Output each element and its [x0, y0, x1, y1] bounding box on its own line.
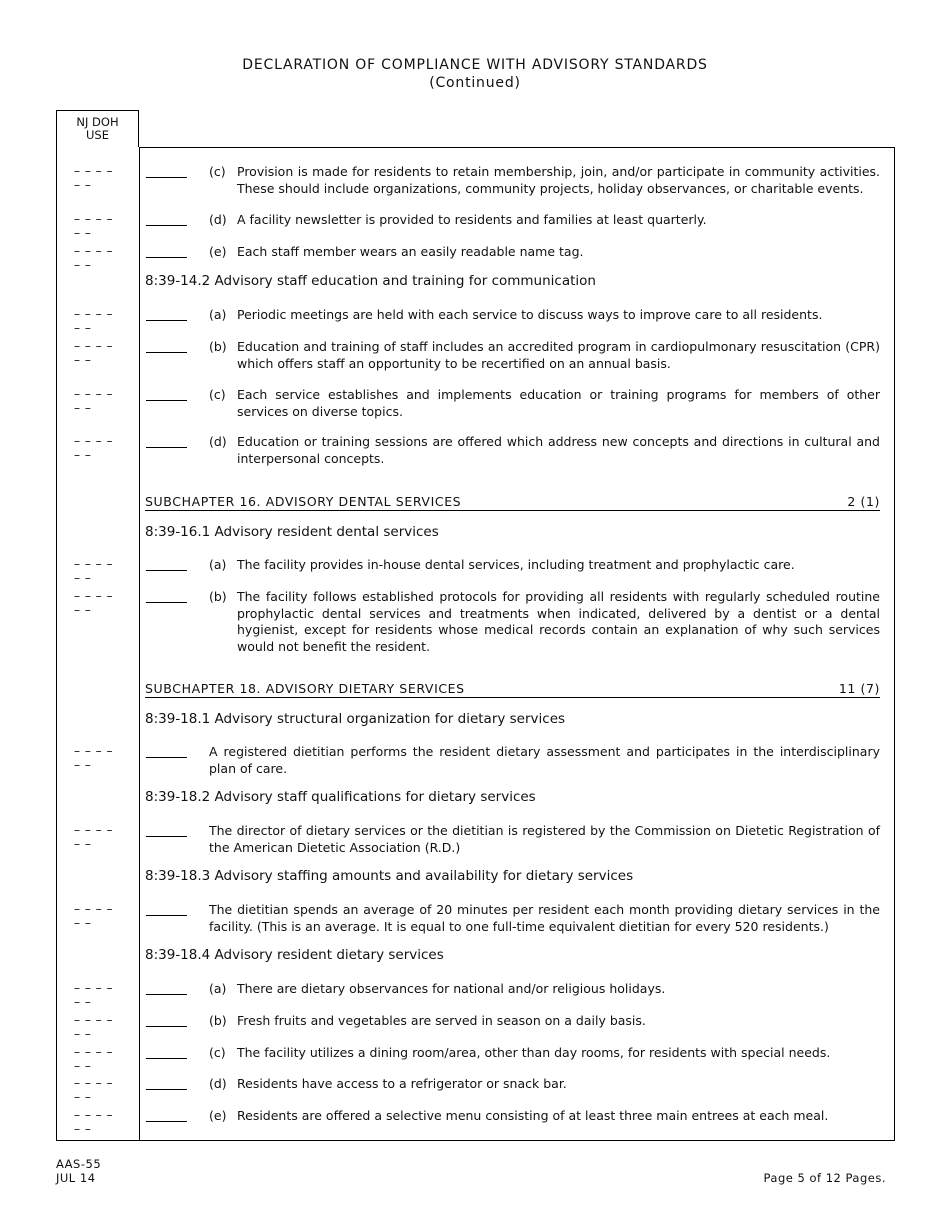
njdoh-dash-field: – – – – – –: [74, 1108, 113, 1136]
njdoh-dash-field: – – – – – –: [74, 434, 113, 462]
njdoh-dash-field: – – – – – –: [74, 212, 113, 240]
response-blank[interactable]: [146, 1045, 187, 1059]
response-blank[interactable]: [146, 212, 187, 226]
item-text: The dietitian spends an average of 20 minutes per resident each month providing dietary services in the facility. (This is an average. It is equal to one full-time equivalent dietitian for every 520 residents.): [209, 902, 880, 934]
response-blank[interactable]: [146, 981, 187, 995]
item-letter: (d): [209, 1076, 227, 1091]
subchapter-title: SUBCHAPTER 18. ADVISORY DIETARY SERVICES: [145, 681, 465, 696]
item-text: Provision is made for residents to retain membership, join, and/or participate in community activities. These should include organizations, community projects, holiday observances, or charitable events.: [237, 164, 880, 196]
document-title: [0, 56, 950, 92]
njdoh-label: NJ DOH: [76, 115, 119, 129]
section-heading: 8:39-16.1 Advisory resident dental services: [145, 524, 439, 540]
response-blank[interactable]: [146, 387, 187, 401]
njdoh-dash-field: – – – – – –: [74, 981, 113, 1009]
page-number: Page 5 of 12 Pages.: [763, 1171, 886, 1185]
njdoh-dash-field: – – – – – –: [74, 744, 113, 772]
subtitle-line: (Continued): [429, 75, 521, 91]
item-text: The director of dietary services or the dietitian is registered by the Commission on Dietetic Registration of the American Dietetic Association (R.D.): [209, 823, 880, 855]
item-letter: (c): [209, 164, 226, 179]
section-heading: 8:39-18.1 Advisory structural organization for dietary services: [145, 711, 566, 727]
use-label: USE: [86, 128, 109, 142]
item-letter: (a): [209, 557, 227, 572]
form-date: JUL 14: [56, 1171, 96, 1185]
njdoh-dash-field: – – – – – –: [74, 307, 113, 335]
section-heading: 8:39-14.2 Advisory staff education and training for communication: [145, 273, 596, 289]
item-text: Each staff member wears an easily readable name tag.: [237, 244, 584, 259]
njdoh-dash-field: – – – – – –: [74, 557, 113, 585]
njdoh-use-header: [56, 110, 139, 147]
njdoh-dash-field: – – – – – –: [74, 164, 113, 192]
response-blank[interactable]: [146, 434, 187, 448]
item-letter: (b): [209, 1013, 227, 1028]
section-heading: 8:39-18.2 Advisory staff qualifications for dietary services: [145, 789, 536, 805]
item-text: The facility utilizes a dining room/area, other than day rooms, for residents with special needs.: [237, 1045, 831, 1060]
subchapter-heading: [145, 494, 880, 511]
item-letter: (e): [209, 1108, 227, 1123]
subchapter-points: 11 (7): [838, 681, 880, 696]
item-letter: (c): [209, 387, 226, 402]
item-letter: (c): [209, 1045, 226, 1060]
form-id-footer: [56, 1157, 101, 1185]
item-text: A facility newsletter is provided to residents and families at least quarterly.: [237, 212, 707, 227]
njdoh-dash-field: – – – – – –: [74, 902, 113, 930]
njdoh-dash-field: – – – – – –: [74, 823, 113, 851]
njdoh-dash-field: – – – – – –: [74, 589, 113, 617]
item-letter: (a): [209, 307, 227, 322]
item-letter: (b): [209, 589, 227, 604]
response-blank[interactable]: [146, 307, 187, 321]
title-line: DECLARATION OF COMPLIANCE WITH ADVISORY STANDARDS: [242, 57, 708, 73]
section-heading: 8:39-18.4 Advisory resident dietary services: [145, 947, 444, 963]
njdoh-dash-field: – – – – – –: [74, 339, 113, 367]
njdoh-dash-field: – – – – – –: [74, 1076, 113, 1104]
response-blank[interactable]: [146, 589, 187, 603]
item-letter: (d): [209, 212, 227, 227]
item-text: Fresh fruits and vegetables are served in season on a daily basis.: [237, 1013, 646, 1028]
item-text: Periodic meetings are held with each service to discuss ways to improve care to all residents.: [237, 307, 823, 322]
form-id: AAS-55: [56, 1157, 102, 1171]
item-letter: (d): [209, 434, 227, 449]
section-heading: 8:39-18.3 Advisory staffing amounts and availability for dietary services: [145, 868, 634, 884]
item-letter: (b): [209, 339, 227, 354]
response-blank[interactable]: [146, 1108, 187, 1122]
response-blank[interactable]: [146, 1076, 187, 1090]
subchapter-heading: [145, 681, 880, 698]
item-text: Residents are offered a selective menu consisting of at least three main entrees at each meal.: [237, 1108, 829, 1123]
item-letter: (e): [209, 244, 227, 259]
item-text: A registered dietitian performs the resident dietary assessment and participates in the interdisciplinary plan of care.: [209, 744, 880, 776]
response-blank[interactable]: [146, 339, 187, 353]
response-blank[interactable]: [146, 902, 187, 916]
subchapter-points: 2 (1): [847, 494, 880, 509]
item-text: The facility provides in-house dental services, including treatment and prophylactic care.: [237, 557, 795, 572]
response-blank[interactable]: [146, 744, 187, 758]
item-text: The facility follows established protocols for providing all residents with regularly scheduled routine prophylactic dental services and treatments when indicated, delivered by a dentist or a dental hygienist, except for residents whose medical records contain an explanation of why such services would not benefit the resident.: [237, 589, 880, 654]
item-text: There are dietary observances for national and/or religious holidays.: [237, 981, 666, 996]
response-blank[interactable]: [146, 823, 187, 837]
item-letter: (a): [209, 981, 227, 996]
item-text: Each service establishes and implements education or training programs for members of other services on diverse topics.: [237, 387, 880, 419]
item-text: Education and training of staff includes an accredited program in cardiopulmonary resuscitation (CPR) which offers staff an opportunity to be recertified on an annual basis.: [237, 339, 880, 371]
subchapter-title: SUBCHAPTER 16. ADVISORY DENTAL SERVICES: [145, 494, 462, 509]
njdoh-dash-field: – – – – – –: [74, 387, 113, 415]
item-text: Education or training sessions are offered which address new concepts and directions in cultural and interpersonal concepts.: [237, 434, 880, 466]
response-blank[interactable]: [146, 557, 187, 571]
response-blank[interactable]: [146, 164, 187, 178]
njdoh-dash-field: – – – – – –: [74, 1045, 113, 1073]
response-blank[interactable]: [146, 1013, 187, 1027]
item-text: Residents have access to a refrigerator or snack bar.: [237, 1076, 567, 1091]
njdoh-dash-field: – – – – – –: [74, 244, 113, 272]
response-blank[interactable]: [146, 244, 187, 258]
njdoh-dash-field: – – – – – –: [74, 1013, 113, 1041]
